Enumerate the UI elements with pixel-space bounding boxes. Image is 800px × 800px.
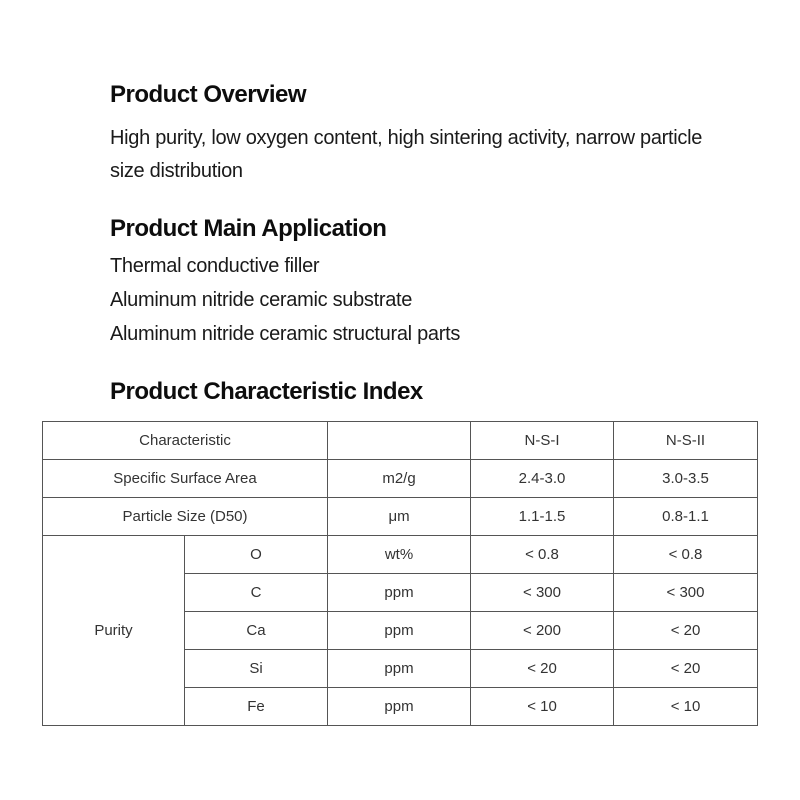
row-name: Particle Size (D50) — [43, 498, 328, 536]
characteristics-heading: Product Characteristic Index — [110, 378, 423, 405]
row-grade-2: < 10 — [614, 688, 758, 726]
row-unit: ppm — [328, 650, 471, 688]
row-grade-2: < 20 — [614, 650, 758, 688]
row-grade-2: < 0.8 — [614, 536, 758, 574]
application-list — [110, 249, 460, 351]
row-grade-2: < 20 — [614, 612, 758, 650]
application-item: Thermal conductive filler — [110, 255, 320, 277]
table-row — [43, 460, 758, 498]
row-unit: μm — [328, 498, 471, 536]
purity-element: Si — [185, 650, 328, 688]
table-header-row — [43, 422, 758, 460]
application-heading: Product Main Application — [110, 215, 387, 242]
overview-line-2: size distribution — [110, 160, 243, 182]
application-item: Aluminum nitride ceramic substrate — [110, 289, 413, 311]
row-unit: m2/g — [328, 460, 471, 498]
row-unit: ppm — [328, 612, 471, 650]
application-item: Aluminum nitride ceramic structural parts — [110, 323, 461, 345]
header-characteristic: Characteristic — [43, 422, 328, 460]
header-grade-2: N-S-II — [614, 422, 758, 460]
table-row — [43, 498, 758, 536]
row-grade-1: < 300 — [471, 574, 614, 612]
row-unit: ppm — [328, 574, 471, 612]
row-unit: wt% — [328, 536, 471, 574]
row-grade-2: 0.8-1.1 — [614, 498, 758, 536]
row-grade-1: 2.4-3.0 — [471, 460, 614, 498]
row-grade-1: < 200 — [471, 612, 614, 650]
purity-element: Ca — [185, 612, 328, 650]
row-grade-1: < 20 — [471, 650, 614, 688]
row-unit: ppm — [328, 688, 471, 726]
header-unit — [328, 422, 471, 460]
purity-element: C — [185, 574, 328, 612]
purity-label: Purity — [43, 536, 185, 726]
row-grade-1: < 0.8 — [471, 536, 614, 574]
row-grade-2: < 300 — [614, 574, 758, 612]
row-grade-2: 3.0-3.5 — [614, 460, 758, 498]
row-grade-1: < 10 — [471, 688, 614, 726]
purity-element: Fe — [185, 688, 328, 726]
header-grade-1: N-S-I — [471, 422, 614, 460]
purity-element: O — [185, 536, 328, 574]
row-grade-1: 1.1-1.5 — [471, 498, 614, 536]
row-name: Specific Surface Area — [43, 460, 328, 498]
overview-line-1: High purity, low oxygen content, high sintering activity, narrow particle — [110, 127, 703, 149]
overview-heading: Product Overview — [110, 81, 307, 108]
characteristics-table — [42, 421, 758, 726]
table-row — [43, 536, 758, 574]
